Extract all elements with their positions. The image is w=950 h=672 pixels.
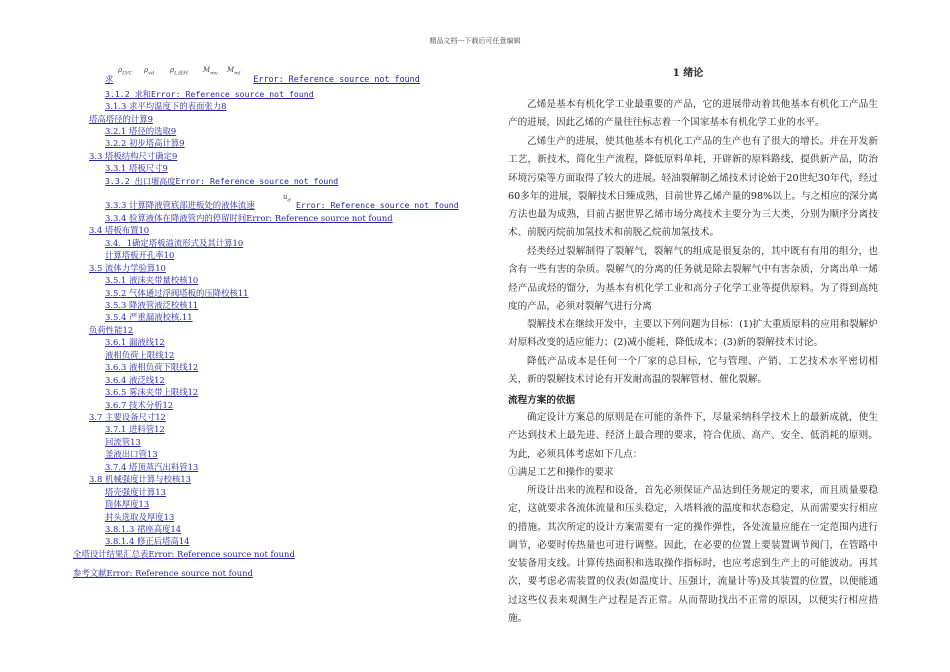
toc-link[interactable]: Error: Reference source not found: [296, 200, 459, 210]
toc-link[interactable]: 3.8.1.4 修正后塔高14: [105, 536, 190, 546]
toc-link[interactable]: 负荷性能12: [89, 325, 134, 335]
paragraph: 裂解技术在继续开发中，主要以下列问题为目标：(1)扩大重质原料的应用和裂解炉对原料改变的适应能力；(2)减小能耗，降低成本；(3)新的裂解技术讨论。: [508, 319, 878, 349]
paragraph: 所设计出来的流程和设备，首先必须保证产品达到任务规定的要求，而且质量要稳定，这就要求各流体流量和压头稳定，入塔料液的温度和状态稳定，从而需要实行相应的措施。其次所定的设计方案需要有一定的操作弹性，各处流量应能在一定范围内进行调节，必要时传热量也可进行调整。因此，在必要的位置上要装置调节阀门，在管路中安装备用支线。计算传热面积和选取操作指标时，也应考虑到生产上的可能波动。再其次，要考虑必需装置的仪表(如温度计、压强计，流量计等)及其装置的位置，以便能通过这些仪表来观测生产过程是否正常。从而帮助找出不正常的原因，以便实行相应措施。: [508, 485, 878, 625]
paragraph: 降低产品成本是任何一个厂家的总目标，它与管理、产销、工艺技术水平密切相关，新的裂解技术讨论有开发耐高温的裂解管材、催化裂解。: [508, 356, 878, 386]
section-heading: 流程方案的依据: [508, 395, 576, 406]
toc-link[interactable]: 3.7 主要设备尺寸12: [89, 412, 166, 422]
toc-link[interactable]: 3.7.1 进料管12: [105, 424, 165, 434]
toc-link[interactable]: 回流管13: [105, 437, 141, 447]
toc-link[interactable]: 计算塔板开孔率10: [105, 250, 175, 260]
toc-link[interactable]: 3.8.1.3 裙座高度14: [105, 524, 182, 534]
paragraph: ①满足工艺和操作的要求: [508, 467, 614, 478]
toc-link[interactable]: 3.6.5 雾沫夹带上限线12: [105, 387, 199, 397]
m-mv-symbol: $M_{mv}$: [203, 66, 218, 77]
paragraph: 乙烯是基本有机化学工业最重要的产品，它的进展带动着其他基本有机化工产品生产的进展，因此乙烯的产量往往标志着一个国家基本有机化学工业的水平。: [508, 99, 878, 129]
paragraph: 烃类经过裂解制得了裂解气，裂解气的组成是很复杂的，其中既有有用的组分，也含有一些有害的杂质。裂解气的分离的任务就是除去裂解气中有害杂质，分离出单一烯烃产品或烃的馏分，为基本有机化学工业和高分子化学工业等提供原料。为了得到高纯度的产品，必须对裂解气进行分离: [508, 246, 878, 312]
toc-link-line-1[interactable]: 求 Error: Reference source not found: [105, 74, 420, 84]
toc-link-references[interactable]: 参考文献Error: Reference source not found: [73, 568, 253, 578]
paragraph: 乙烯生产的进展，使其他基本有机化工产品的生产也有了很大的增长。并在开发新工艺，新技术，简化生产流程，降低原料单耗，开辟新的原料路线，提供新产品，防治环境污染等方面取得了较大的进展。轻油裂解制乙烯技术讨论始于20世纪30年代，经过60多年的进展，裂解技术日臻成熟，目前世界乙烯产量的98%以上。与之相应的深分离方法也最为成熟，目前占据世界乙烯市场分离技术主要分为三大类，分别为顺序分离技术、前脱丙烷前加氢技术和前脱乙烷前加氢技术。: [508, 136, 878, 239]
toc-link[interactable]: 3.2.1 塔径的选取9: [105, 126, 177, 136]
toc-link[interactable]: 3.8 机械强度计算与校核13: [89, 474, 192, 484]
toc-link[interactable]: 3.3.3 计算降液管底部进板处的液体流速: [105, 200, 255, 210]
page-header: 精品文档---下载后可任意编辑: [429, 37, 521, 45]
toc-link[interactable]: 3.1.2 求和Error: Reference source not found: [105, 89, 314, 99]
toc-link[interactable]: 3.6.1 漏液线12: [105, 337, 165, 347]
toc-link[interactable]: 3.3.1 塔板尺寸9: [105, 163, 168, 173]
chapter-title: 1 绪论: [672, 68, 704, 79]
toc-link[interactable]: 液相负荷上限线12: [105, 350, 175, 360]
toc-link[interactable]: 3.5.2 气体通过浮阀塔板的压降校核11: [105, 288, 249, 298]
toc-link[interactable]: 3.4．1确定塔板溢流形式及其计算10: [105, 238, 244, 248]
toc-link[interactable]: 3.1.3 求平均温度下的表面张力8: [105, 101, 227, 111]
ud-symbol: $u_d$: [283, 193, 291, 204]
toc-link[interactable]: 3.2.2 初步塔高计算9: [105, 138, 185, 148]
toc-link[interactable]: 3.5 流体力学验算10: [89, 263, 166, 273]
toc-link[interactable]: 3.6.4 液泛线12: [105, 375, 165, 385]
toc-link[interactable]: 塔壳强度计算13: [105, 487, 166, 497]
toc-link[interactable]: 3.6.3 液相负荷下限线12: [105, 362, 199, 372]
toc-link-summary[interactable]: 全塔设计结果汇总表Error: Reference source not found: [73, 549, 295, 559]
rho-feed-symbol: $\rho_{L进料}$: [170, 66, 188, 77]
toc-link[interactable]: 3.5.1 液沫夹带量校核10: [105, 275, 199, 285]
toc-link[interactable]: 塔高塔径的计算9: [89, 114, 153, 124]
toc-link[interactable]: 3.3.4 验算液体在降液管内的停留时间Error: Reference source not found: [105, 213, 393, 223]
toc-link[interactable]: 3.3.2 出口堰高度Error: Reference source not found: [105, 176, 339, 186]
paragraph: 确定设计方案总的原则是在可能的条件下，尽量采纳科学技术上的最新成就，使生产达到技术上最先进、经济上最合理的要求，符合优质、高产、安全、低消耗的原则。为此，必须具体考虑如下几点：: [508, 412, 878, 460]
toc-link[interactable]: 3.4 塔板布置10: [89, 225, 150, 235]
toc-link[interactable]: 3.3 塔板结构尺寸确定9: [89, 151, 178, 161]
rho-lvc-symbol: $\rho_{LVC}$: [118, 66, 133, 77]
toc-link[interactable]: 筒体厚度13: [105, 499, 150, 509]
toc-link[interactable]: 封头选取及厚度13: [105, 512, 175, 522]
m-ml-symbol: $M_{ml}$: [227, 66, 241, 77]
toc-link[interactable]: 3.5.4 严重漏液校核.11: [105, 312, 193, 322]
toc-link[interactable]: 3.7.4 塔顶蒸汽出料管13: [105, 462, 199, 472]
toc-link[interactable]: 3.6.7 技术分析12: [105, 400, 174, 410]
toc-link[interactable]: 3.5.3 降液管液泛校核11: [105, 300, 199, 310]
rho-vd-symbol: $\rho_{vd}$: [144, 66, 155, 77]
toc-link[interactable]: 釜液出口管13: [105, 449, 158, 459]
